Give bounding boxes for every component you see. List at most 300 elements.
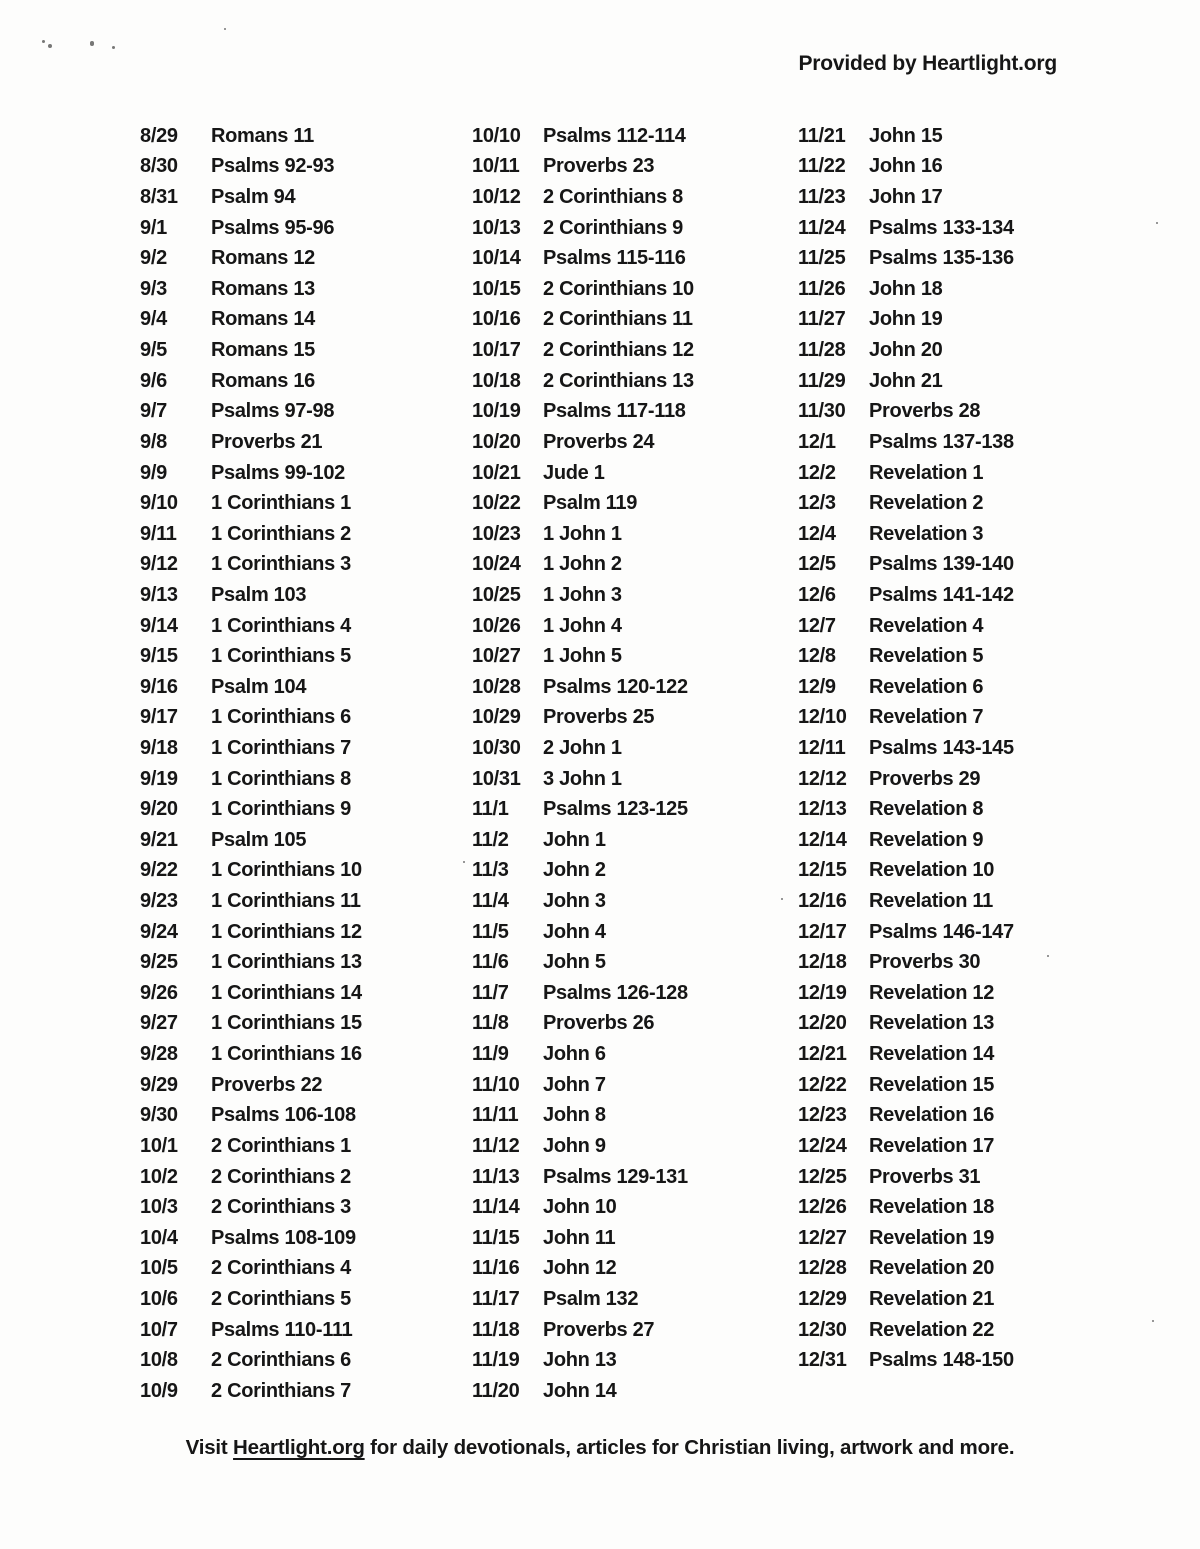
reading-reference: Psalms 123-125 xyxy=(543,798,688,821)
reading-row xyxy=(140,886,470,917)
reading-date: 11/4 xyxy=(472,890,509,913)
reading-date: 11/25 xyxy=(798,247,846,270)
reading-reference: 1 Corinthians 15 xyxy=(211,1012,362,1035)
reading-reference: Revelation 11 xyxy=(869,890,993,913)
reading-row xyxy=(472,978,796,1009)
reading-row xyxy=(472,1223,796,1254)
reading-row xyxy=(140,1345,470,1376)
reading-reference: Psalms 112-114 xyxy=(543,124,686,147)
reading-row xyxy=(140,1254,470,1285)
reading-date: 11/20 xyxy=(472,1379,520,1402)
reading-reference: Psalm 105 xyxy=(211,828,307,851)
reading-row xyxy=(798,1070,1120,1101)
reading-reference: Psalms 133-134 xyxy=(869,216,1014,239)
reading-reference: Romans 14 xyxy=(211,308,316,331)
reading-reference: 1 Corinthians 13 xyxy=(211,951,362,974)
reading-reference: 1 Corinthians 1 xyxy=(211,492,351,515)
reading-row xyxy=(798,305,1120,336)
reading-date: 11/26 xyxy=(798,277,846,300)
reading-reference: John 21 xyxy=(869,369,943,392)
reading-column-1 xyxy=(140,121,470,1407)
reading-date: 9/27 xyxy=(140,1012,178,1035)
reading-row xyxy=(472,182,796,213)
reading-row xyxy=(140,611,470,642)
reading-row xyxy=(140,825,470,856)
reading-date: 12/5 xyxy=(798,553,836,576)
reading-date: 12/29 xyxy=(798,1287,847,1310)
reading-reference: John 6 xyxy=(543,1043,606,1066)
reading-date: 12/1 xyxy=(798,430,836,453)
reading-row xyxy=(472,856,796,887)
reading-date: 12/9 xyxy=(798,675,836,698)
reading-date: 10/5 xyxy=(140,1257,178,1280)
reading-row xyxy=(472,1192,796,1223)
reading-date: 11/8 xyxy=(472,1012,509,1035)
reading-reference: Revelation 19 xyxy=(869,1226,995,1249)
reading-row xyxy=(798,580,1120,611)
reading-date: 9/21 xyxy=(140,828,178,851)
reading-row xyxy=(472,1162,796,1193)
reading-column-2 xyxy=(472,121,796,1407)
reading-reference: Proverbs 21 xyxy=(211,430,323,453)
reading-date: 12/13 xyxy=(798,798,847,821)
reading-row xyxy=(140,580,470,611)
reading-row xyxy=(798,1131,1120,1162)
reading-date: 12/6 xyxy=(798,583,836,606)
reading-reference: Psalms 126-128 xyxy=(543,981,688,1004)
reading-date: 11/24 xyxy=(798,216,846,239)
reading-reference: John 11 xyxy=(543,1226,616,1249)
reading-row xyxy=(798,978,1120,1009)
footer-prefix: Visit xyxy=(185,1436,234,1459)
reading-date: 10/18 xyxy=(472,369,521,392)
reading-date: 12/12 xyxy=(798,767,847,790)
reading-reference: Revelation 17 xyxy=(869,1134,995,1157)
reading-date: 11/28 xyxy=(798,339,846,362)
reading-date: 10/3 xyxy=(140,1196,178,1219)
reading-row xyxy=(798,672,1120,703)
reading-row xyxy=(472,917,796,948)
reading-row xyxy=(798,917,1120,948)
reading-date: 10/19 xyxy=(472,400,521,423)
reading-row xyxy=(140,1009,470,1040)
reading-reference: Proverbs 26 xyxy=(543,1012,655,1035)
reading-row xyxy=(472,1315,796,1346)
reading-date: 11/12 xyxy=(472,1134,520,1157)
reading-date: 9/9 xyxy=(140,461,167,484)
reading-row xyxy=(140,427,470,458)
reading-date: 12/19 xyxy=(798,981,847,1004)
reading-row xyxy=(140,794,470,825)
reading-row xyxy=(472,641,796,672)
reading-row xyxy=(140,947,470,978)
reading-reference: 1 John 5 xyxy=(543,645,622,668)
reading-row xyxy=(798,427,1120,458)
reading-date: 10/4 xyxy=(140,1226,178,1249)
reading-reference: 3 John 1 xyxy=(543,767,622,790)
reading-date: 11/16 xyxy=(472,1257,520,1280)
reading-row xyxy=(140,1223,470,1254)
reading-date: 12/11 xyxy=(798,736,846,759)
reading-date: 9/2 xyxy=(140,247,167,270)
reading-date: 11/30 xyxy=(798,400,846,423)
reading-reference: Revelation 6 xyxy=(869,675,984,698)
reading-date: 10/28 xyxy=(472,675,521,698)
reading-date: 11/10 xyxy=(472,1073,520,1096)
reading-row xyxy=(472,427,796,458)
scan-speck xyxy=(42,40,45,43)
reading-reference: John 12 xyxy=(543,1257,617,1280)
reading-date: 9/3 xyxy=(140,277,167,300)
reading-reference: 1 Corinthians 14 xyxy=(211,981,362,1004)
reading-date: 10/26 xyxy=(472,614,521,637)
reading-reference: 1 Corinthians 5 xyxy=(211,645,351,668)
reading-row xyxy=(140,550,470,581)
reading-row xyxy=(798,1101,1120,1132)
reading-date: 11/29 xyxy=(798,369,846,392)
reading-reference: Psalms 135-136 xyxy=(869,247,1014,270)
reading-row xyxy=(140,1070,470,1101)
reading-reference: Revelation 20 xyxy=(869,1257,995,1280)
reading-reference: John 10 xyxy=(543,1196,617,1219)
reading-date: 9/30 xyxy=(140,1104,178,1127)
reading-row xyxy=(472,611,796,642)
reading-date: 10/16 xyxy=(472,308,521,331)
reading-reference: Psalms 129-131 xyxy=(543,1165,688,1188)
reading-reference: 2 Corinthians 7 xyxy=(211,1379,351,1402)
reading-reference: Jude 1 xyxy=(543,461,605,484)
reading-reference: 1 Corinthians 16 xyxy=(211,1043,362,1066)
reading-date: 12/3 xyxy=(798,492,836,515)
reading-reference: Revelation 16 xyxy=(869,1104,995,1127)
reading-reference: 2 Corinthians 1 xyxy=(211,1134,351,1157)
reading-reference: 1 John 4 xyxy=(543,614,622,637)
reading-row xyxy=(140,305,470,336)
reading-date: 10/24 xyxy=(472,553,521,576)
reading-row xyxy=(798,856,1120,887)
scan-speck xyxy=(1156,222,1158,224)
reading-row xyxy=(798,335,1120,366)
reading-row xyxy=(140,274,470,305)
reading-row xyxy=(140,1284,470,1315)
reading-date: 12/15 xyxy=(798,859,847,882)
reading-row xyxy=(472,1345,796,1376)
reading-row xyxy=(798,213,1120,244)
reading-date: 12/8 xyxy=(798,645,836,668)
reading-reference: Revelation 21 xyxy=(869,1287,995,1310)
reading-row xyxy=(798,182,1120,213)
reading-reference: Revelation 4 xyxy=(869,614,984,637)
reading-date: 9/20 xyxy=(140,798,178,821)
reading-reference: Revelation 5 xyxy=(869,645,984,668)
reading-reference: Romans 16 xyxy=(211,369,316,392)
reading-reference: Proverbs 24 xyxy=(543,430,655,453)
reading-date: 10/12 xyxy=(472,186,521,209)
reading-reference: Proverbs 25 xyxy=(543,706,655,729)
reading-reference: John 20 xyxy=(869,339,943,362)
reading-row xyxy=(798,794,1120,825)
reading-date: 8/30 xyxy=(140,155,178,178)
reading-row xyxy=(798,152,1120,183)
reading-reference: 2 John 1 xyxy=(543,736,622,759)
reading-row xyxy=(140,488,470,519)
reading-reference: John 4 xyxy=(543,920,606,943)
reading-reference: 1 Corinthians 3 xyxy=(211,553,351,576)
reading-row xyxy=(472,1070,796,1101)
reading-row xyxy=(140,1101,470,1132)
reading-date: 10/25 xyxy=(472,583,521,606)
reading-reference: 2 Corinthians 12 xyxy=(543,339,694,362)
reading-reference: 1 Corinthians 9 xyxy=(211,798,351,821)
reading-reference: Proverbs 29 xyxy=(869,767,981,790)
reading-date: 12/26 xyxy=(798,1196,847,1219)
reading-date: 9/4 xyxy=(140,308,167,331)
reading-reference: Psalms 110-111 xyxy=(211,1318,353,1341)
reading-reference: John 2 xyxy=(543,859,606,882)
reading-row xyxy=(472,947,796,978)
reading-row xyxy=(798,1284,1120,1315)
reading-row xyxy=(472,335,796,366)
reading-row xyxy=(472,121,796,152)
reading-reference: 2 Corinthians 3 xyxy=(211,1196,351,1219)
reading-row xyxy=(472,580,796,611)
reading-date: 9/10 xyxy=(140,492,178,515)
reading-row xyxy=(140,243,470,274)
reading-reference: Psalms 92-93 xyxy=(211,155,335,178)
reading-date: 10/6 xyxy=(140,1287,178,1310)
reading-reference: Psalms 115-116 xyxy=(543,247,686,270)
reading-date: 12/18 xyxy=(798,951,847,974)
reading-reference: 2 Corinthians 5 xyxy=(211,1287,351,1310)
reading-reference: Romans 15 xyxy=(211,339,316,362)
reading-reference: Revelation 12 xyxy=(869,981,995,1004)
reading-reference: Psalms 108-109 xyxy=(211,1226,356,1249)
reading-row xyxy=(798,947,1120,978)
reading-reference: 2 Corinthians 6 xyxy=(211,1349,351,1372)
reading-reference: Revelation 13 xyxy=(869,1012,995,1035)
reading-row xyxy=(472,1101,796,1132)
reading-row xyxy=(472,1376,796,1407)
reading-date: 12/20 xyxy=(798,1012,847,1035)
reading-row xyxy=(798,1009,1120,1040)
reading-date: 9/22 xyxy=(140,859,178,882)
reading-reference: John 19 xyxy=(869,308,943,331)
reading-reference: Psalms 106-108 xyxy=(211,1104,356,1127)
reading-row xyxy=(472,672,796,703)
reading-row xyxy=(798,641,1120,672)
reading-reference: Revelation 3 xyxy=(869,522,984,545)
reading-row xyxy=(472,519,796,550)
reading-date: 11/11 xyxy=(472,1104,519,1127)
reading-reference: 2 Corinthians 4 xyxy=(211,1257,351,1280)
reading-date: 11/9 xyxy=(472,1043,509,1066)
reading-row xyxy=(140,182,470,213)
reading-reference: Psalms 143-145 xyxy=(869,736,1014,759)
reading-column-3 xyxy=(798,121,1120,1376)
reading-reference: Proverbs 27 xyxy=(543,1318,655,1341)
reading-reference: Psalms 141-142 xyxy=(869,583,1014,606)
reading-reference: Revelation 14 xyxy=(869,1043,995,1066)
reading-row xyxy=(798,1315,1120,1346)
reading-row xyxy=(798,886,1120,917)
reading-row xyxy=(140,1039,470,1070)
reading-reference: Romans 12 xyxy=(211,247,316,270)
reading-date: 11/1 xyxy=(472,798,509,821)
reading-reference: 1 Corinthians 6 xyxy=(211,706,351,729)
reading-reference: John 5 xyxy=(543,951,606,974)
reading-row xyxy=(472,1039,796,1070)
reading-date: 12/14 xyxy=(798,828,847,851)
reading-reference: Revelation 15 xyxy=(869,1073,995,1096)
reading-reference: 2 Corinthians 2 xyxy=(211,1165,351,1188)
reading-row xyxy=(140,672,470,703)
reading-reference: 2 Corinthians 10 xyxy=(543,277,694,300)
reading-date: 11/18 xyxy=(472,1318,520,1341)
reading-row xyxy=(472,1131,796,1162)
reading-date: 11/7 xyxy=(472,981,509,1004)
reading-row xyxy=(798,764,1120,795)
reading-date: 10/27 xyxy=(472,645,521,668)
reading-reference: 1 Corinthians 2 xyxy=(211,522,351,545)
reading-reference: Romans 11 xyxy=(211,124,314,147)
reading-row xyxy=(140,917,470,948)
reading-row xyxy=(472,825,796,856)
reading-row xyxy=(140,641,470,672)
reading-date: 9/12 xyxy=(140,553,178,576)
reading-row xyxy=(472,733,796,764)
reading-reference: 1 Corinthians 8 xyxy=(211,767,351,790)
reading-date: 9/8 xyxy=(140,430,167,453)
reading-reference: Psalm 104 xyxy=(211,675,307,698)
reading-row xyxy=(140,366,470,397)
reading-date: 9/25 xyxy=(140,951,178,974)
reading-date: 10/9 xyxy=(140,1379,178,1402)
reading-row xyxy=(140,396,470,427)
reading-reference: 1 Corinthians 11 xyxy=(211,890,361,913)
reading-row xyxy=(798,366,1120,397)
reading-row xyxy=(798,1345,1120,1376)
reading-date: 12/7 xyxy=(798,614,836,637)
reading-row xyxy=(472,274,796,305)
reading-date: 10/30 xyxy=(472,736,521,759)
scan-speck xyxy=(90,41,94,46)
reading-reference: John 18 xyxy=(869,277,943,300)
reading-row xyxy=(472,152,796,183)
reading-reference: Revelation 10 xyxy=(869,859,995,882)
scan-speck xyxy=(48,44,52,48)
reading-date: 8/31 xyxy=(140,186,178,209)
provider-credit: Provided by Heartlight.org xyxy=(798,52,1057,75)
reading-row xyxy=(798,243,1120,274)
reading-date: 9/19 xyxy=(140,767,178,790)
reading-reference: Psalm 103 xyxy=(211,583,307,606)
reading-date: 11/13 xyxy=(472,1165,520,1188)
reading-reference: 1 Corinthians 4 xyxy=(211,614,351,637)
reading-date: 11/17 xyxy=(472,1287,520,1310)
reading-row xyxy=(798,1162,1120,1193)
reading-reference: Psalm 119 xyxy=(543,492,638,515)
reading-date: 12/21 xyxy=(798,1043,847,1066)
reading-reference: Psalm 132 xyxy=(543,1287,639,1310)
reading-date: 12/2 xyxy=(798,461,836,484)
reading-row xyxy=(472,366,796,397)
reading-reference: Romans 13 xyxy=(211,277,316,300)
reading-reference: Revelation 7 xyxy=(869,706,984,729)
reading-reference: John 15 xyxy=(869,124,943,147)
reading-date: 10/11 xyxy=(472,155,520,178)
reading-row xyxy=(140,121,470,152)
reading-date: 10/31 xyxy=(472,767,521,790)
reading-row xyxy=(140,458,470,489)
reading-reference: John 7 xyxy=(543,1073,606,1096)
reading-reference: Psalms 139-140 xyxy=(869,553,1014,576)
reading-row xyxy=(472,764,796,795)
heartlight-link: Heartlight.org xyxy=(233,1436,365,1459)
reading-reference: Proverbs 30 xyxy=(869,951,981,974)
reading-row xyxy=(140,519,470,550)
reading-date: 9/14 xyxy=(140,614,178,637)
reading-reference: 2 Corinthians 11 xyxy=(543,308,693,331)
reading-date: 10/8 xyxy=(140,1349,178,1372)
reading-date: 10/23 xyxy=(472,522,521,545)
reading-reference: 1 Corinthians 7 xyxy=(211,736,351,759)
reading-reference: Proverbs 23 xyxy=(543,155,655,178)
reading-reference: 2 Corinthians 13 xyxy=(543,369,694,392)
footer-note xyxy=(0,1436,1200,1460)
reading-row xyxy=(798,274,1120,305)
reading-date: 12/22 xyxy=(798,1073,847,1096)
reading-row xyxy=(140,1376,470,1407)
reading-row xyxy=(798,703,1120,734)
reading-row xyxy=(472,1254,796,1285)
reading-row xyxy=(798,550,1120,581)
reading-date: 11/19 xyxy=(472,1349,520,1372)
reading-row xyxy=(798,458,1120,489)
reading-reference: John 8 xyxy=(543,1104,606,1127)
reading-reference: John 13 xyxy=(543,1349,617,1372)
reading-date: 9/1 xyxy=(140,216,167,239)
reading-date: 9/5 xyxy=(140,339,167,362)
reading-date: 12/17 xyxy=(798,920,847,943)
reading-date: 12/4 xyxy=(798,522,836,545)
reading-row xyxy=(472,243,796,274)
reading-date: 12/27 xyxy=(798,1226,847,1249)
reading-date: 10/7 xyxy=(140,1318,178,1341)
reading-row xyxy=(798,1223,1120,1254)
reading-row xyxy=(798,519,1120,550)
reading-reference: John 14 xyxy=(543,1379,617,1402)
reading-row xyxy=(472,213,796,244)
reading-date: 12/30 xyxy=(798,1318,847,1341)
reading-row xyxy=(140,1131,470,1162)
reading-date: 9/29 xyxy=(140,1073,178,1096)
reading-date: 10/22 xyxy=(472,492,521,515)
reading-date: 9/6 xyxy=(140,369,167,392)
reading-date: 9/18 xyxy=(140,736,178,759)
reading-row xyxy=(798,825,1120,856)
reading-row xyxy=(798,121,1120,152)
reading-date: 8/29 xyxy=(140,124,178,147)
reading-date: 11/5 xyxy=(472,920,509,943)
reading-reference: Revelation 1 xyxy=(869,461,984,484)
reading-row xyxy=(798,396,1120,427)
reading-reference: Revelation 22 xyxy=(869,1318,995,1341)
reading-date: 11/3 xyxy=(472,859,509,882)
reading-row xyxy=(472,488,796,519)
reading-row xyxy=(798,488,1120,519)
reading-date: 10/20 xyxy=(472,430,521,453)
reading-reference: John 16 xyxy=(869,155,943,178)
